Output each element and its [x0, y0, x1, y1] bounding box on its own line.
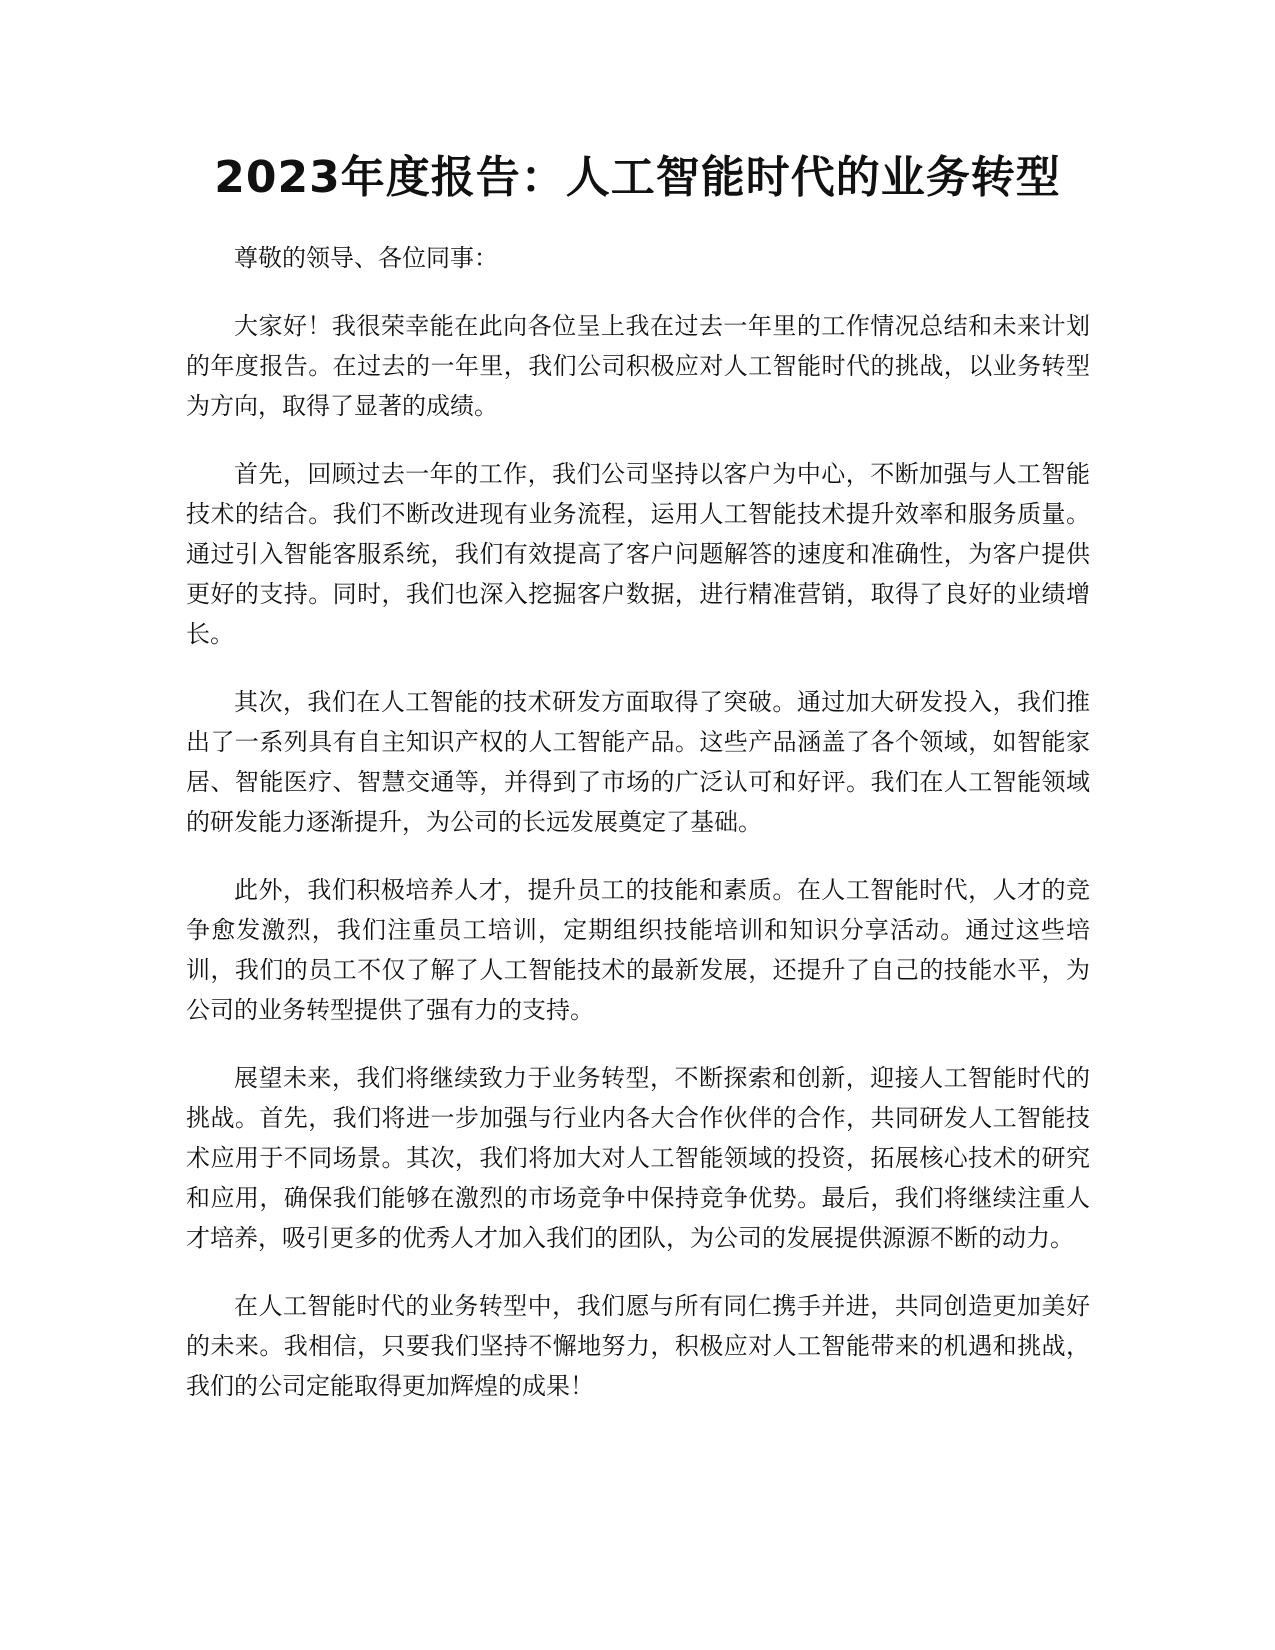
- paragraph-talent: 此外，我们积极培养人才，提升员工的技能和素质。在人工智能时代，人才的竞争愈发激烈，我们注重员工培训，定期组织技能培训和知识分享活动。通过这些培训，我们的员工不仅了解了人工智能技术的最新发展，还提升了自己的技能水平，为公司的业务转型提供了强有力的支持。: [186, 876, 1090, 1024]
- document-title: 2023年度报告：人工智能时代的业务转型: [214, 152, 1061, 203]
- paragraph-outlook: 展望未来，我们将继续致力于业务转型，不断探索和创新，迎接人工智能时代的挑战。首先，我们将进一步加强与行业内各大合作伙伴的合作，共同研发人工智能技术应用于不同场景。其次，我们将加大对人工智能领域的投资，拓展核心技术的研究和应用，确保我们能够在激烈的市场竞争中保持竞争优势。最后，我们将继续注重人才培养，吸引更多的优秀人才加入我们的团队，为公司的发展提供源源不断的动力。: [186, 1064, 1090, 1252]
- paragraph-rnd: 其次，我们在人工智能的技术研发方面取得了突破。通过加大研发投入，我们推出了一系列具有自主知识产权的人工智能产品。这些产品涵盖了各个领域，如智能家居、智能医疗、智慧交通等，并得到了市场的广泛认可和好评。我们在人工智能领域的研发能力逐渐提升，为公司的长远发展奠定了基础。: [186, 688, 1090, 836]
- paragraph-closing: 在人工智能时代的业务转型中，我们愿与所有同仁携手并进，共同创造更加美好的未来。我相信，只要我们坚持不懈地努力，积极应对人工智能带来的机遇和挑战，我们的公司定能取得更加辉煌的成果！: [186, 1292, 1090, 1400]
- salutation: 尊敬的领导、各位同事：: [234, 244, 498, 272]
- document-body: [186, 238, 1090, 1434]
- paragraph-intro: 大家好！我很荣幸能在此向各位呈上我在过去一年里的工作情况总结和未来计划的年度报告。在过去的一年里，我们公司积极应对人工智能时代的挑战，以业务转型为方向，取得了显著的成绩。: [186, 312, 1090, 420]
- paragraph-review: 首先，回顾过去一年的工作，我们公司坚持以客户为中心，不断加强与人工智能技术的结合。我们不断改进现有业务流程，运用人工智能技术提升效率和服务质量。通过引入智能客服系统，我们有效提高了客户问题解答的速度和准确性，为客户提供更好的支持。同时，我们也深入挖掘客户数据，进行精准营销，取得了良好的业绩增长。: [186, 460, 1090, 648]
